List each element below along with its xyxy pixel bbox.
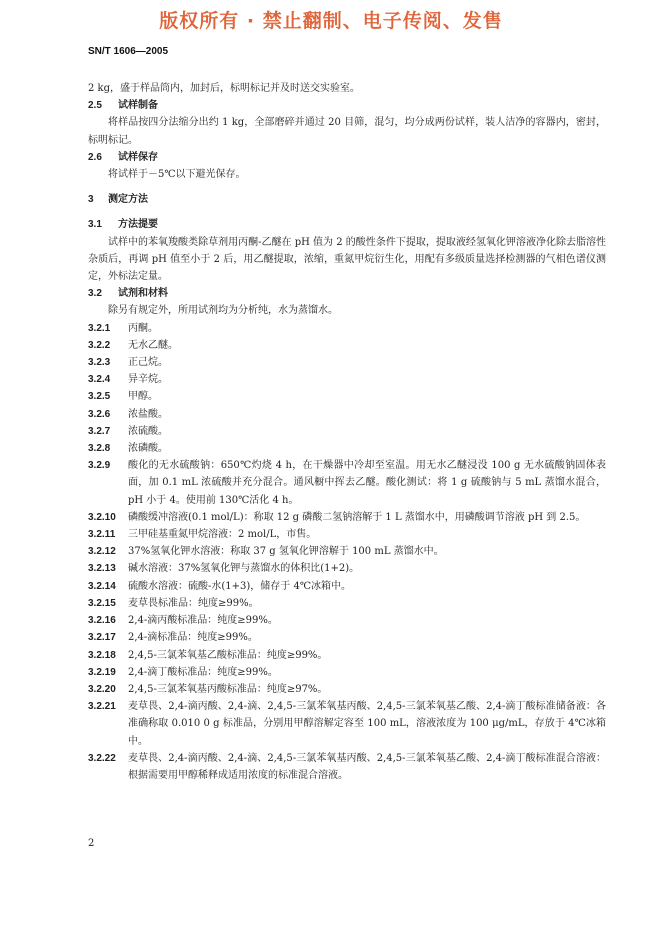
continued-paragraph: 2 kg，盛于样品筒内，加封后，标明标记并及时送交实验室。 <box>88 83 361 94</box>
reagent-text: 2,4-滴丙酸标准品：纯度≥99%。 <box>128 615 278 627</box>
reagent-text: 37%氢氧化钾水溶液：称取 37 g 氢氧化钾溶解于 100 mL 蒸馏水中。 <box>128 546 444 558</box>
reagent-text: 甲醇。 <box>128 391 158 403</box>
reagent-number: 3.2.11 <box>88 529 116 541</box>
reagent-item <box>88 681 606 698</box>
reagent-number: 3.2.16 <box>88 615 116 627</box>
reagent-item <box>88 440 606 457</box>
section-2-6-heading: 2.6 试样保存 <box>88 151 158 163</box>
reagent-number: 3.2.4 <box>88 374 111 386</box>
reagent-item <box>88 388 606 405</box>
reagent-text: 麦草畏、2,4-滴丙酸、2,4-滴、2,4,5-三氯苯氧基丙酸、2,4,5-三氯苯氧基乙酸、2,4-滴丁酸标准储备液：各准确称取 0.010 0 g 标准品，分别用甲醇溶解定容至 100 mL，溶液浓度为 100 μg/mL，存放于 4℃冰箱中。 <box>128 701 606 747</box>
section-3-heading: 3 测定方法 <box>88 194 148 206</box>
reagent-list <box>88 320 606 784</box>
reagent-text: 浓盐酸。 <box>128 408 168 420</box>
reagent-item <box>88 406 606 423</box>
reagent-number: 3.2.7 <box>88 425 111 437</box>
reagent-item <box>88 543 606 560</box>
reagent-number: 3.2.3 <box>88 357 111 369</box>
reagent-number: 3.2.18 <box>88 649 116 661</box>
reagent-number: 3.2.5 <box>88 391 111 403</box>
reagent-text: 碱水溶液：37%氢氧化钾与蒸馏水的体积比(1+2)。 <box>128 563 360 575</box>
reagent-number: 3.2.15 <box>88 597 116 609</box>
reagent-item <box>88 354 606 371</box>
reagent-item <box>88 647 606 664</box>
reagent-text: 浓硫酸。 <box>128 425 168 437</box>
section-3-2-text: 除另有规定外，所用试剂均为分析纯，水为蒸馏水。 <box>108 305 338 317</box>
reagent-number: 3.2.13 <box>88 563 116 575</box>
reagent-text: 浓磷酸。 <box>128 443 168 455</box>
reagent-text: 磷酸缓冲溶液(0.1 mol/L)：称取 12 g 磷酸二氢钠溶解于 1 L 蒸馏水中，用磷酸调节溶液 pH 到 2.5。 <box>128 511 586 523</box>
reagent-item <box>88 509 606 526</box>
reagent-item <box>88 526 606 543</box>
section-3-1-heading: 3.1 方法提要 <box>88 219 158 231</box>
reagent-number: 3.2.12 <box>88 546 116 558</box>
reagent-item <box>88 423 606 440</box>
reagent-number: 3.2.8 <box>88 443 111 455</box>
reagent-text: 2,4-滴丁酸标准品：纯度≥99%。 <box>128 666 278 678</box>
reagent-text: 麦草畏标准品：纯度≥99%。 <box>128 597 259 609</box>
reagent-number: 3.2.20 <box>88 683 116 695</box>
page-number: 2 <box>88 838 95 849</box>
reagent-item <box>88 664 606 681</box>
reagent-item <box>88 578 606 595</box>
reagent-item <box>88 337 606 354</box>
reagent-text: 麦草畏、2,4-滴丙酸、2,4-滴、2,4,5-三氯苯氧基丙酸、2,4,5-三氯苯氧基乙酸、2,4-滴丁酸标准混合溶液：根据需要用甲醇稀释成适用浓度的标准混合溶液。 <box>128 752 606 781</box>
reagent-item <box>88 371 606 388</box>
reagent-item <box>88 457 606 509</box>
reagent-item <box>88 750 606 784</box>
reagent-number: 3.2.2 <box>88 339 111 351</box>
reagent-number: 3.2.10 <box>88 511 116 523</box>
reagent-item <box>88 320 606 337</box>
reagent-number: 3.2.17 <box>88 632 116 644</box>
standard-number: SN/T 1606—2005 <box>88 46 169 57</box>
section-3-2-heading: 3.2 试剂和材料 <box>88 288 168 300</box>
reagent-text: 2,4-滴标准品：纯度≥99%。 <box>128 632 258 644</box>
document-body <box>88 80 606 784</box>
reagent-item <box>88 595 606 612</box>
reagent-number: 3.2.6 <box>88 408 111 420</box>
reagent-text: 硫酸水溶液：硫酸-水(1+3)，储存于 4℃冰箱中。 <box>128 580 352 592</box>
reagent-item <box>88 560 606 577</box>
reagent-text: 2,4,5-三氯苯氧基乙酸标准品：纯度≥99%。 <box>128 649 328 661</box>
section-2-6-text: 将试样于－5℃以下避光保存。 <box>108 169 246 181</box>
section-3-1-text: 试样中的苯氧羧酸类除草剂用丙酮-乙醚在 pH 值为 2 的酸性条件下提取，提取液经氢氧化钾溶液净化除去脂溶性杂质后，再调 pH 值至小于 2 后，用乙醚提取，浓缩，重氮甲烷衍生化，用配有多级质量选择检测器的气相色谱仪测定，外标法定量。 <box>88 236 606 283</box>
watermark-banner: 版权所有 · 禁止翻制、电子传阅、发售 <box>159 10 503 32</box>
reagent-number: 3.2.19 <box>88 666 116 678</box>
reagent-text: 三甲硅基重氮甲烷溶液：2 mol/L，市售。 <box>128 529 317 541</box>
reagent-number: 3.2.1 <box>88 322 111 334</box>
reagent-text: 酸化的无水硫酸钠：650℃灼烧 4 h，在干燥器中冷却至室温。用无水乙醚浸没 100 g 无水硫酸钠固体表面，加 0.1 mL 浓硫酸并充分混合。通风橱中挥去乙醚。酸化测试：将 1 g 硫酸钠与 5 mL 蒸馏水混合，pH 小于 4。使用前 130℃活化 4 h。 <box>128 460 606 506</box>
reagent-item <box>88 698 606 750</box>
section-2-5-text: 将样品按四分法缩分出约 1 kg，全部磨碎并通过 20 目筛，混匀，均分成两份试样，装人洁净的容器内，密封，标明标记。 <box>88 117 606 146</box>
reagent-text: 2,4,5-三氯苯氧基丙酸标准品：纯度≥97%。 <box>128 683 328 695</box>
reagent-text: 异辛烷。 <box>128 374 168 386</box>
reagent-text: 丙酮。 <box>128 322 158 334</box>
reagent-number: 3.2.22 <box>88 752 116 764</box>
reagent-number: 3.2.9 <box>88 460 111 472</box>
reagent-number: 3.2.14 <box>88 580 116 592</box>
reagent-number: 3.2.21 <box>88 701 116 713</box>
reagent-text: 正己烷。 <box>128 357 168 369</box>
section-2-5-heading: 2.5 试样制备 <box>88 100 158 112</box>
reagent-item <box>88 612 606 629</box>
reagent-text: 无水乙醚。 <box>128 339 178 351</box>
reagent-item <box>88 629 606 646</box>
